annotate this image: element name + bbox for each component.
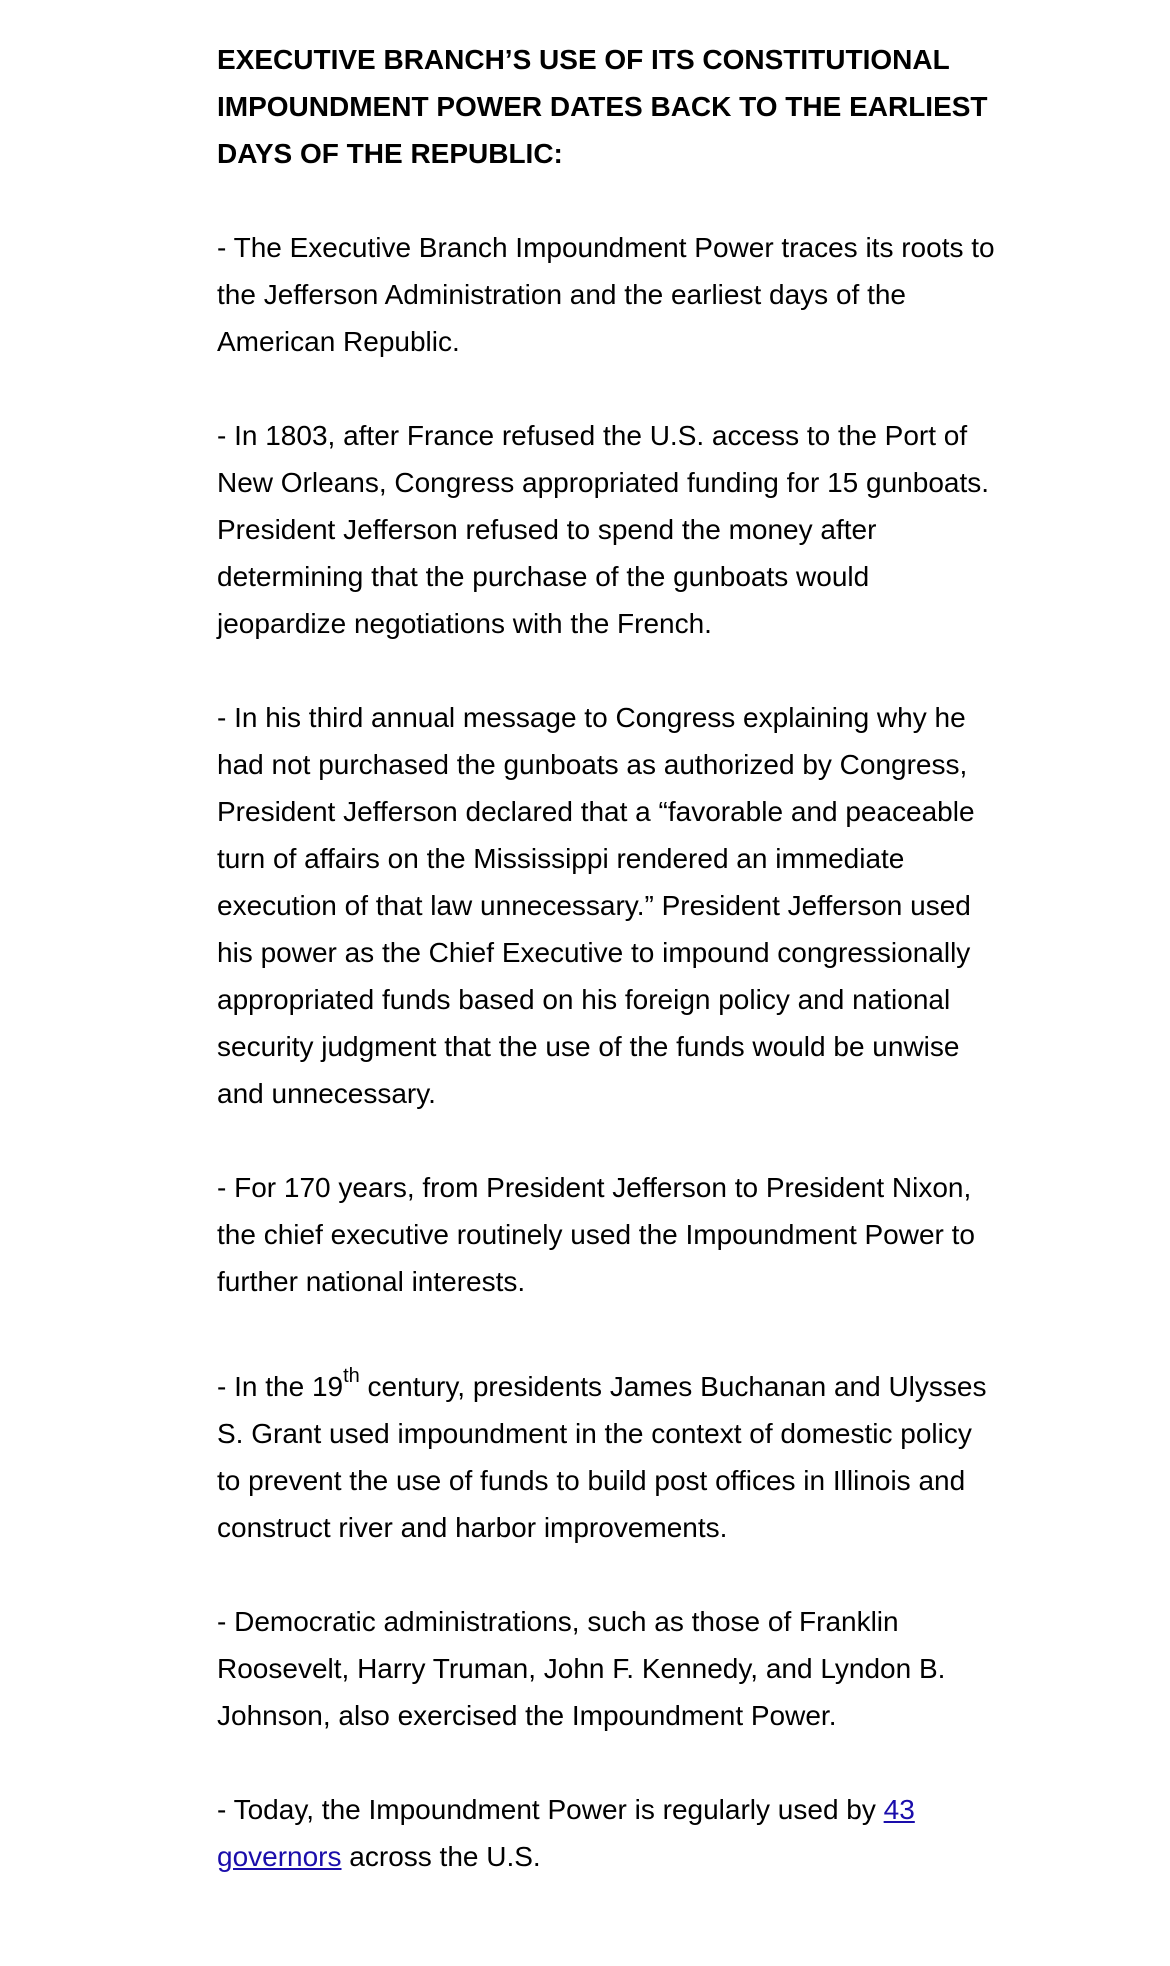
today-text-before: - Today, the Impoundment Power is regularly used by — [217, 1794, 884, 1825]
century-text-after: century, presidents James Buchanan and Ulysses S. Grant used impoundment in the context of domestic policy to prevent the use of funds to build post offices in Illinois and construct river and harbor improvements. — [217, 1371, 987, 1543]
document-body — [217, 36, 997, 1880]
spacer — [217, 1739, 997, 1786]
today-text-after: across the U.S. — [341, 1841, 541, 1872]
spacer — [217, 1117, 997, 1164]
paragraph-democratic-administrations: - Democratic administrations, such as those of Franklin Roosevelt, Harry Truman, John F. Kennedy, and Lyndon B. Johnson, also exercised the Impoundment Power. — [217, 1606, 946, 1731]
spacer — [217, 1551, 997, 1598]
paragraph-jefferson-roots: - The Executive Branch Impoundment Power traces its roots to the Jefferson Administration and the earliest days of the American Republic. — [217, 232, 995, 357]
section-heading: EXECUTIVE BRANCH’S USE OF ITS CONSTITUTIONAL IMPOUNDMENT POWER DATES BACK TO THE EARLIEST DAYS OF THE REPUBLIC: — [217, 44, 988, 169]
governors-link[interactable]: 43 governors — [217, 1794, 915, 1872]
paragraph-19th-century — [217, 1363, 997, 1551]
ordinal-superscript: th — [343, 1365, 360, 1387]
spacer — [217, 177, 997, 224]
paragraph-third-annual-message: - In his third annual message to Congress explaining why he had not purchased the gunboats as authorized by Congress, President Jefferson declared that a “favorable and peaceable turn of affairs on the Mississippi rendered an immediate execution of that law unnecessary.” President Jefferson used his power as the Chief Executive to impound congressionally appropriated funds based on his foreign policy and national security judgment that the use of the funds would be unwise and unnecessary. — [217, 702, 975, 1109]
spacer — [217, 1305, 997, 1363]
paragraph-today — [217, 1786, 997, 1880]
century-text-before: - In the 19 — [217, 1371, 344, 1402]
paragraph-170-years: - For 170 years, from President Jefferson to President Nixon, the chief executive routinely used the Impoundment Power to further national interests. — [217, 1172, 975, 1297]
paragraph-1803-gunboats: - In 1803, after France refused the U.S. access to the Port of New Orleans, Congress appropriated funding for 15 gunboats. President Jefferson refused to spend the money after determining that the purchase of the gunboats would jeopardize negotiations with the French. — [217, 420, 990, 639]
spacer — [217, 647, 997, 694]
spacer — [217, 365, 997, 412]
